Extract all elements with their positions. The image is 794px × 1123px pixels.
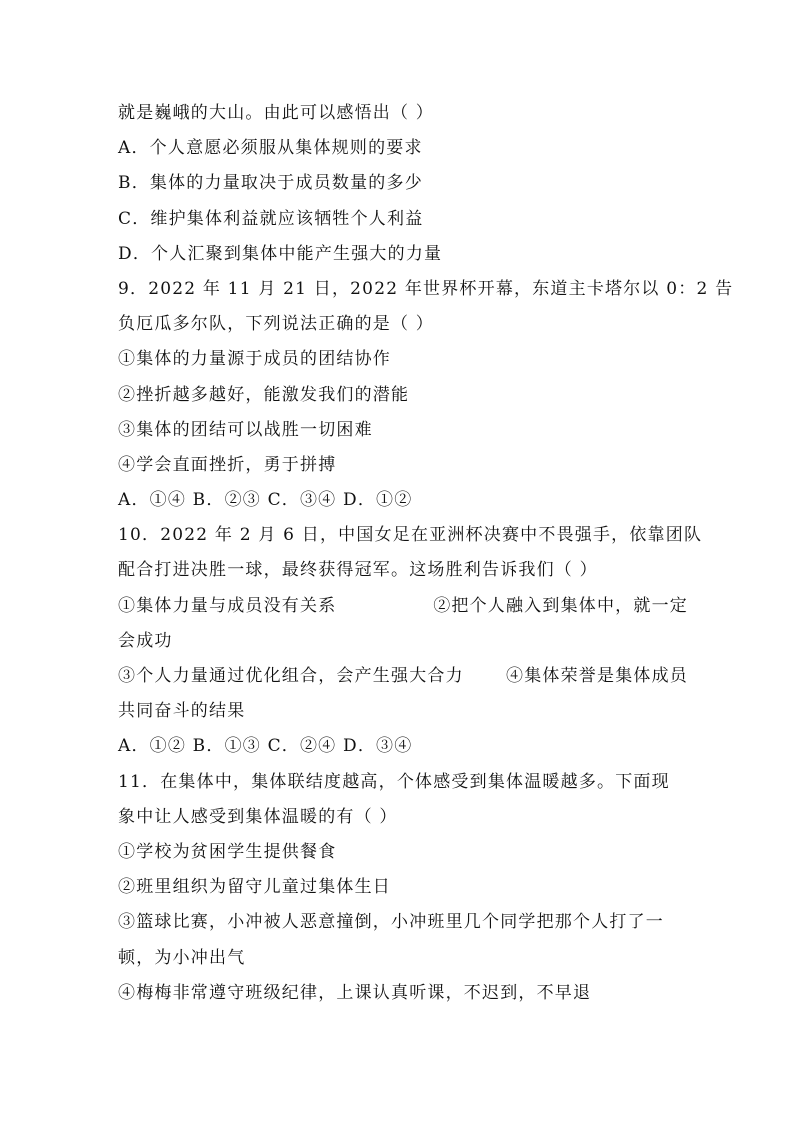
q9-statement-3: ③集体的团结可以战胜一切困难 [118,419,373,440]
q11-stem-line1: 11．在集体中，集体联结度越高，个体感受到集体温暖越多。下面现 [118,771,670,792]
q9-statement-2: ②挫折越多越好，能激发我们的潜能 [118,384,410,405]
q10-statement-1: ①集体力量与成员没有关系 [118,595,337,616]
q10-stem-line2: 配合打进决胜一球，最终获得冠军。这场胜利告诉我们（ ） [118,560,598,581]
q11-statement-1: ①学校为贫困学生提供餐食 [118,841,337,862]
q8-option-c: C．维护集体利益就应该牺牲个人利益 [118,208,424,229]
q9-stem-line2: 负厄瓜多尔队，下列说法正确的是（ ） [118,314,435,335]
q11-statement-2: ②班里组织为留守儿童过集体生日 [118,877,391,898]
q9-statement-1: ①集体的力量源于成员的团结协作 [118,349,391,370]
q11-statement-3-part2: 顿，为小冲出气 [118,947,246,968]
q10-statements-row-1 [118,589,688,624]
q10-statements-row-2 [118,659,688,694]
q8-stem-tail: 就是巍峨的大山。由此可以感悟出（ ） [118,103,435,123]
q10-statement-2-part1: ②把个人融入到集体中，就一定 [433,595,688,616]
q11-statement-3-part1: ③篮球比赛，小冲被人恶意撞倒，小冲班里几个同学把那个人打了一 [118,912,664,933]
q9-stem-line1: 9．2022 年 11 月 21 日，2022 年世界杯开幕，东道主卡塔尔以 0：2 告 [118,278,734,299]
q10-statement-3: ③个人力量通过优化组合，会产生强大合力 [118,666,464,686]
q8-option-d: D．个人汇聚到集体中能产生强大的力量 [118,243,443,264]
q10-statement-2-part2: 会成功 [118,630,173,651]
q11-stem-line2: 象中让人感受到集体温暖的有（ ） [118,806,398,827]
q9-options: A．①④ B．②③ C．③④ D．①② [118,490,413,511]
q8-option-a: A．个人意愿必须服从集体规则的要求 [118,138,423,159]
q9-statement-4: ④学会直面挫折，勇于拼搏 [118,454,337,475]
q8-option-b: B．集体的力量取决于成员数量的多少 [118,173,423,194]
q10-options: A．①② B．①③ C．②④ D．③④ [118,736,413,757]
q11-statement-4: ④梅梅非常遵守班级纪律，上课认真听课，不迟到，不早退 [118,982,592,1003]
q10-stem-line1: 10．2022 年 2 月 6 日，中国女足在亚洲杯决赛中不畏强手，依靠团队 [118,525,703,546]
question-content [118,96,734,1011]
q10-statement-4-part2: 共同奋斗的结果 [118,701,246,722]
q10-statement-4-part1: ④集体荣誉是集体成员 [506,666,688,686]
